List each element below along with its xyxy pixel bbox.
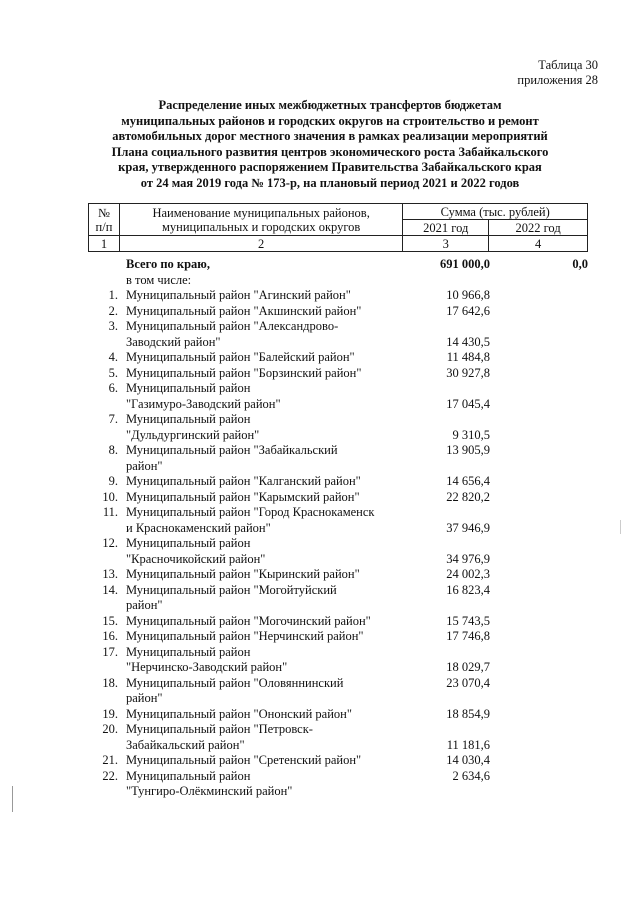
row-value-text: 15 743,5 — [446, 613, 490, 628]
row-value-2022 — [490, 645, 588, 676]
row-name-line: "Газимуро-Заводский район" — [126, 396, 281, 411]
row-number: 19. — [102, 706, 118, 721]
row-value-text: 13 905,9 — [446, 443, 490, 457]
row-name — [122, 645, 405, 676]
total-row — [88, 257, 588, 273]
row-name-line: "Дульдургинский район" — [126, 427, 260, 442]
row-value-text: 14 430,5 — [446, 334, 490, 349]
table-row — [88, 490, 588, 506]
row-name-line: Муниципальный район "Могочинский район" — [126, 613, 371, 628]
table-header — [88, 203, 588, 252]
row-value-2022 — [490, 567, 588, 583]
row-name-line: Муниципальный район — [126, 381, 251, 395]
row-value-2022 — [490, 412, 588, 443]
table-row — [88, 304, 588, 320]
row-name — [122, 707, 405, 723]
row-value-2022 — [490, 381, 588, 412]
row-value-text: 11 484,8 — [446, 350, 490, 364]
table-row — [88, 412, 588, 443]
row-value-2022 — [490, 366, 588, 382]
table-row — [88, 474, 588, 490]
row-value-text: 9 310,5 — [452, 427, 490, 442]
header-num-line2: п/п — [95, 219, 113, 234]
row-number: 21. — [102, 753, 118, 767]
row-value-2021 — [405, 722, 490, 753]
row-name — [122, 412, 405, 443]
row-name — [122, 350, 405, 366]
row-name-line: район" — [126, 598, 163, 612]
row-name-line: Муниципальный район "Нерчинский район" — [126, 629, 364, 643]
row-value-2021 — [405, 490, 490, 506]
table-row — [88, 536, 588, 567]
table-reference — [517, 58, 598, 88]
table-row — [88, 629, 588, 645]
row-value-2021 — [405, 319, 490, 350]
row-name — [122, 614, 405, 630]
row-value-2021 — [405, 366, 490, 382]
row-name-line: Муниципальный район "Петровск- — [126, 722, 313, 736]
row-name-line: Муниципальный район "Могойтуйский — [126, 582, 337, 597]
table-row — [88, 769, 588, 800]
row-value-text: 18 854,9 — [446, 706, 490, 721]
row-name-line: Муниципальный район "Карымский район" — [126, 489, 360, 504]
table-row — [88, 505, 588, 536]
row-value-2021 — [405, 676, 490, 707]
row-value-text: 11 181,6 — [446, 737, 490, 752]
header-index-4: 4 — [489, 236, 588, 252]
row-number: 17. — [102, 644, 118, 659]
header-year-2022: 2022 год — [489, 220, 588, 236]
row-value-2022 — [490, 350, 588, 366]
row-name — [122, 753, 405, 769]
header-sum-cell: Сумма (тыс. рублей) — [403, 204, 588, 220]
table-number: Таблица 30 — [538, 58, 598, 72]
row-value-2021 — [405, 474, 490, 490]
table-row — [88, 583, 588, 614]
row-value-text: 24 002,3 — [446, 567, 490, 581]
row-name — [122, 505, 405, 536]
row-name-line: "Тунгиро-Олёкминский район" — [126, 784, 293, 798]
row-value-2021 — [405, 645, 490, 676]
row-value-2022 — [490, 474, 588, 490]
row-name-line: Муниципальный район "Кыринский район" — [126, 567, 360, 581]
title-line: автомобильных дорог местного значения в рамках реализации мероприятий — [112, 129, 548, 143]
header-name-line1: Наименование муниципальных районов, — [152, 205, 370, 220]
header-num-cell — [89, 204, 120, 236]
row-number: 18. — [102, 675, 118, 690]
row-number: 14. — [102, 582, 118, 597]
scan-margin-mark — [12, 786, 13, 812]
row-value-2021 — [405, 753, 490, 769]
row-value-2021 — [405, 381, 490, 412]
row-name — [122, 536, 405, 567]
row-value-2022 — [490, 536, 588, 567]
header-num-line1: № — [98, 205, 110, 220]
header-index-3: 3 — [403, 236, 489, 252]
row-name-line: Муниципальный район "Забайкальский — [126, 443, 338, 457]
row-value-text: 14 030,4 — [446, 753, 490, 767]
table-row — [88, 567, 588, 583]
row-value-2021 — [405, 629, 490, 645]
row-number: 11. — [102, 505, 118, 519]
row-value-2021 — [405, 505, 490, 536]
row-name-line: Муниципальный район — [126, 768, 251, 783]
header-name-line2: муниципальных и городских округов — [161, 219, 361, 234]
row-number: 4. — [108, 350, 118, 364]
row-name-line: Муниципальный район "Агинский район" — [126, 288, 351, 302]
table-row — [88, 381, 588, 412]
row-number: 7. — [108, 412, 118, 426]
row-name-line: Муниципальный район — [126, 536, 251, 550]
row-value-text: 23 070,4 — [446, 675, 490, 690]
row-number: 12. — [102, 536, 118, 550]
row-value-text: 22 820,2 — [446, 489, 490, 504]
row-value-2022 — [490, 583, 588, 614]
row-name-line: "Нерчинско-Заводский район" — [126, 660, 288, 674]
row-number: 16. — [102, 629, 118, 643]
row-value-text: 16 823,4 — [446, 582, 490, 597]
table-row — [88, 645, 588, 676]
including-row — [88, 273, 588, 289]
title-line: муниципальных районов и городских округов на строительство и ремонт — [121, 113, 539, 128]
row-name — [122, 366, 405, 382]
header-year-2021: 2021 год — [403, 220, 489, 236]
row-value-2021 — [405, 567, 490, 583]
row-number: 2. — [108, 303, 118, 318]
row-name — [122, 769, 405, 800]
row-value-2021 — [405, 412, 490, 443]
row-name-line: Муниципальный район "Оловяннинский — [126, 675, 344, 690]
row-value-2022 — [490, 753, 588, 769]
document-title — [70, 98, 590, 191]
title-line: от 24 мая 2019 года № 173-р, на плановый период 2021 и 2022 годов — [140, 175, 520, 190]
row-number: 20. — [102, 722, 118, 736]
row-number: 13. — [102, 567, 118, 581]
row-value-text: 17 045,4 — [446, 396, 490, 411]
total-label: Всего по краю, — [126, 257, 210, 271]
row-name-line: Муниципальный район "Александрово- — [126, 319, 339, 333]
table-row — [88, 707, 588, 723]
row-value-2022 — [490, 490, 588, 506]
row-value-2022 — [490, 288, 588, 304]
row-value-text: 17 642,6 — [446, 303, 490, 318]
title-line: края, утвержденного распоряжением Правительства Забайкальского края — [118, 160, 542, 174]
row-value-2021 — [405, 443, 490, 474]
row-name-line: Заводский район" — [126, 334, 221, 349]
row-name — [122, 676, 405, 707]
row-value-text: 2 634,6 — [452, 768, 490, 783]
row-value-2022 — [490, 707, 588, 723]
row-value-2022 — [490, 629, 588, 645]
row-name-line: район" — [126, 691, 163, 705]
row-value-2022 — [490, 304, 588, 320]
row-name — [122, 474, 405, 490]
row-name-line: Муниципальный район — [126, 412, 251, 426]
row-name — [122, 304, 405, 320]
row-value-text: 17 746,8 — [446, 629, 490, 643]
title-line: Плана социального развития центров экономического роста Забайкальского — [111, 144, 549, 159]
row-number: 22. — [102, 768, 118, 783]
row-value-2021 — [405, 536, 490, 567]
table-body — [88, 257, 588, 800]
table-row — [88, 319, 588, 350]
row-value-2021 — [405, 583, 490, 614]
row-name-line: Забайкальский район" — [126, 737, 245, 752]
table-row — [88, 443, 588, 474]
table-row — [88, 722, 588, 753]
row-value-2021 — [405, 350, 490, 366]
row-name-line: Муниципальный район "Калганский район" — [126, 474, 361, 488]
appendix-number: приложения 28 — [517, 73, 598, 87]
row-name-line: "Красночикойский район" — [126, 551, 266, 566]
row-value-2021 — [405, 769, 490, 800]
row-value-text: 18 029,7 — [446, 660, 490, 674]
row-value-2022 — [490, 614, 588, 630]
row-value-2021 — [405, 304, 490, 320]
header-index-1: 1 — [89, 236, 120, 252]
row-value-2021 — [405, 614, 490, 630]
table-row — [88, 753, 588, 769]
row-value-2021 — [405, 288, 490, 304]
row-name-line: Муниципальный район "Ононский район" — [126, 706, 352, 721]
row-value-text: 37 946,9 — [446, 520, 490, 535]
total-2022: 0,0 — [572, 257, 588, 271]
row-number: 15. — [102, 613, 118, 628]
row-value-2021 — [405, 707, 490, 723]
row-number: 9. — [108, 474, 118, 488]
row-name-line: район" — [126, 458, 163, 473]
row-name-line: Муниципальный район "Город Краснокаменск — [126, 505, 375, 519]
row-value-2022 — [490, 443, 588, 474]
row-name-line: Муниципальный район "Балейский район" — [126, 350, 355, 364]
scan-margin-mark — [620, 520, 621, 534]
row-name — [122, 629, 405, 645]
row-name — [122, 567, 405, 583]
total-2021: 691 000,0 — [440, 257, 490, 271]
header-index-2: 2 — [119, 236, 402, 252]
row-name — [122, 722, 405, 753]
table-row — [88, 366, 588, 382]
row-name-line: Муниципальный район "Борзинский район" — [126, 365, 362, 380]
row-value-text: 10 966,8 — [446, 288, 490, 302]
row-name — [122, 583, 405, 614]
row-value-2022 — [490, 319, 588, 350]
row-number: 1. — [108, 288, 118, 302]
row-value-2022 — [490, 722, 588, 753]
row-value-2022 — [490, 505, 588, 536]
row-number: 5. — [108, 365, 118, 380]
row-value-2022 — [490, 676, 588, 707]
row-value-text: 14 656,4 — [446, 474, 490, 488]
row-name — [122, 443, 405, 474]
table-row — [88, 676, 588, 707]
row-name — [122, 288, 405, 304]
row-value-2022 — [490, 769, 588, 800]
row-number: 6. — [108, 381, 118, 395]
row-value-text: 30 927,8 — [446, 365, 490, 380]
row-number: 8. — [108, 443, 118, 457]
row-name — [122, 319, 405, 350]
row-name — [122, 381, 405, 412]
row-name-line: Муниципальный район "Акшинский район" — [126, 303, 362, 318]
row-number: 10. — [102, 489, 118, 504]
table-row — [88, 614, 588, 630]
title-line: Распределение иных межбюджетных трансфертов бюджетам — [158, 98, 502, 112]
table-row — [88, 350, 588, 366]
row-name — [122, 490, 405, 506]
header-name-cell — [119, 204, 402, 236]
table-row — [88, 288, 588, 304]
including-label: в том числе: — [126, 272, 192, 287]
row-name-line: Муниципальный район — [126, 644, 251, 659]
row-value-text: 34 976,9 — [446, 551, 490, 566]
row-name-line: и Краснокаменский район" — [126, 520, 271, 535]
row-number: 3. — [108, 319, 118, 333]
row-name-line: Муниципальный район "Сретенский район" — [126, 753, 362, 767]
